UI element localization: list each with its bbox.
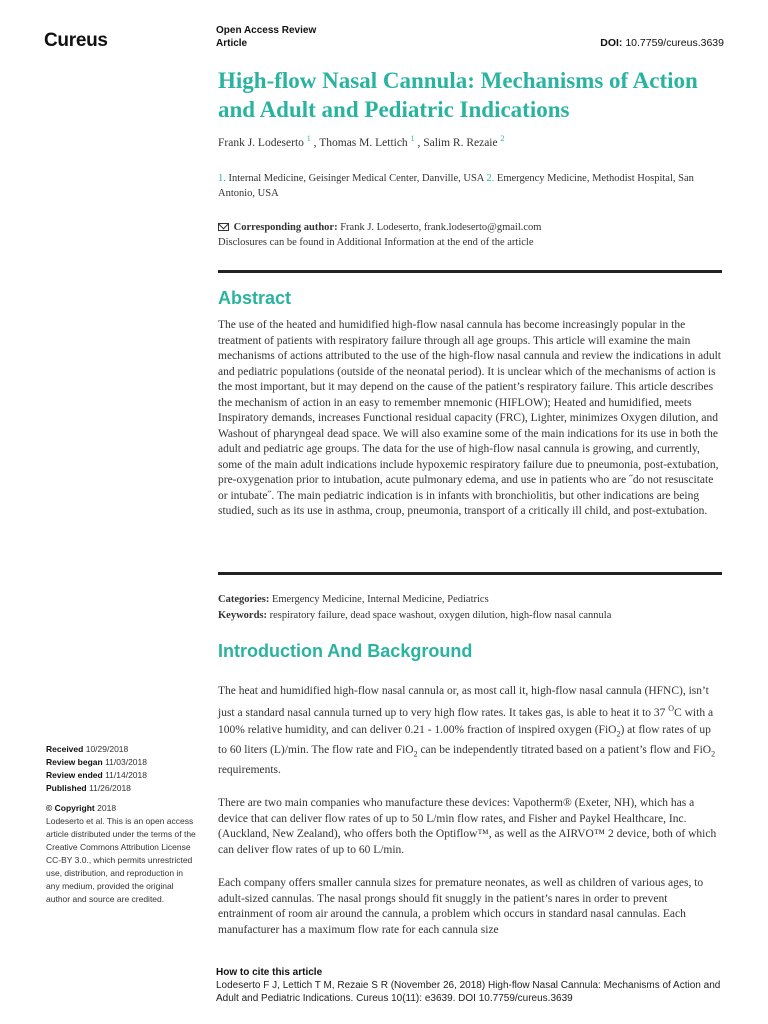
affiliation-number: 2. xyxy=(486,173,495,184)
doi xyxy=(600,37,724,49)
corresponding-label: Corresponding author: xyxy=(233,222,338,233)
corresponding-line xyxy=(218,220,718,235)
author-list: Frank J. Lodeserto $^1$ , Thomas M. Lettich $^1$ , Salim R. Rezaie $^2$ xyxy=(218,134,505,149)
citation-text: Lodeserto F J, Lettich T M, Rezaie S R (November 26, 2018) High-flow Nasal Cannula: Mechanisms of Action and Adult and Pediatric Indications. Cureus 10(11): e3639. DOI 10.7759/cureus.3639 xyxy=(216,980,721,1004)
journal-logo: Cureus xyxy=(44,30,108,51)
abstract-text: The use of the heated and humidified high-flow nasal cannula has become increasingly popular in the treatment of patients with respiratory failure through all age groups. This article will examine the main mechanisms of actions attributed to the use of the high-flow nasal cannula and review the indications in adult and pediatric populations (outside of the neonatal period). It is unclear which of the mechanisms of action is the most important, but it may depend on the cause of the patient’s respiratory failure. This article describes the mechanism of action in an easy to remember mnemonic (HIFLOW); Heated and humidified, meets Inspiratory demands, increases Functional residual capacity (FRC), Lighter, minimizes Oxygen dilution, and Washout of pharyngeal dead space. We will also examine some of the main indications for its use in both the adult and pediatric age groups. The data for the use of high-flow nasal cannula is growing, and currently, some of the main adult indications include hypoxemic respiratory failure due to pneumonia, post-extubation, pre-oxygenation prior to intubation, acute pulmonary edema, and use in patients who are ˝do not resuscitate or intubate˝. The main pediatric indication is in infants with bronchiolitis, but other indications are being studied, such as its use in asthma, croup, pneumonia, transport of a critically ill child, and post-extubation. xyxy=(218,319,721,517)
corresponding-author xyxy=(218,220,718,250)
license-text: Lodeserto et al. This is an open access article distributed under the terms of the Creative Commons Attribution License CC-BY 3.0., which permits unrestricted use, distribution, and reproduction in any medium, provided the original author and source are credited. xyxy=(46,816,196,904)
abstract-heading: Abstract xyxy=(218,288,292,308)
copyright: © Copyright 2018 xyxy=(46,803,117,813)
article-type xyxy=(216,24,316,50)
corresponding-value[interactable]: Frank J. Lodeserto, frank.lodeserto@gmail.com xyxy=(340,222,542,233)
intro-paragraph: There are two main companies who manufacture these devices: Vapotherm® (Exeter, NH), which has a device that can deliver flow rates of up to 50 L/min flow rates, and Fisher and Paykel Healthcare, Inc. (Auckland, New Zealand), who offers both the Optiflow™, as well as the AIRVO™ 2 device, both of which can deliver flow rates of up to 60 L/min. xyxy=(218,797,717,856)
keywords xyxy=(218,608,722,624)
author-name[interactable]: Thomas M. Lettich xyxy=(319,136,408,149)
intro-paragraph: The heat and humidified high-flow nasal cannula or, as most call it, high-flow nasal cannula (HFNC), isn’t just a standard nasal cannula turned up to very high flow rates. It takes gas, is able to heat it to 37 $^O$C with a 100% relative humidity, and can deliver 0.21 - 1.00% fraction of inspired oxygen (FiO$_2$) at flow rates of up to 60 liters (L)/min. The flow rate and FiO$_2$ can be independently titrated based on a patient’s flow and FiO$_2$ requirements. xyxy=(218,685,716,777)
keywords-value: respiratory failure, dead space washout, oxygen dilution, high-flow nasal cannula xyxy=(269,610,612,621)
author-name[interactable]: Salim R. Rezaie xyxy=(423,136,498,149)
doi-value[interactable]: 10.7759/cureus.3639 xyxy=(625,37,724,49)
article-type-line1: Open Access Review xyxy=(216,25,317,36)
envelope-icon xyxy=(218,223,229,231)
section-divider xyxy=(218,572,722,575)
author-name[interactable]: Frank J. Lodeserto xyxy=(218,136,304,149)
doi-label: DOI: xyxy=(600,37,623,49)
affiliation-number: 1. xyxy=(218,173,226,184)
intro-heading: Introduction And Background xyxy=(218,641,473,661)
article-history-sidebar xyxy=(46,743,196,906)
affiliations xyxy=(218,171,718,201)
article-title: High-flow Nasal Cannula: Mechanisms of Action and Adult and Pediatric Indications xyxy=(218,68,698,122)
section-divider xyxy=(218,270,722,273)
article-type-line2: Article xyxy=(216,38,248,49)
review-began-date: Review began 11/03/2018 xyxy=(46,757,147,767)
affiliation-text: Emergency Medicine, Methodist Hospital, San Antonio, USA xyxy=(218,173,694,199)
categories-value: Emergency Medicine, Internal Medicine, Pediatrics xyxy=(271,594,489,605)
intro-paragraph: Each company offers smaller cannula sizes for premature neonates, as well as children of various ages, to adult-sized cannulas. The nasal prongs should fit snuggly in the patient’s nares in order to prevent entrainment of room air around the cannula, a problem which occurs in standard nasal cannulas. Each manufacturer has a maximum flow rate for each cannula size xyxy=(218,877,704,936)
disclosures-note: Disclosures can be found in Additional Information at the end of the article xyxy=(218,237,534,248)
received-date: Received 10/29/2018 xyxy=(46,744,129,754)
cite-heading: How to cite this article xyxy=(216,967,323,978)
author-affiliation-ref: 1 xyxy=(410,134,415,143)
categories-label: Categories: xyxy=(218,594,270,605)
author-affiliation-ref: 2 xyxy=(500,134,505,143)
keywords-label: Keywords: xyxy=(218,610,267,621)
published-date: Published 11/26/2018 xyxy=(46,783,131,793)
affiliation-text: Internal Medicine, Geisinger Medical Center, Danville, USA xyxy=(228,173,484,184)
categories xyxy=(218,592,722,608)
author-affiliation-ref: 1 xyxy=(306,134,311,143)
review-ended-date: Review ended 11/14/2018 xyxy=(46,770,147,780)
